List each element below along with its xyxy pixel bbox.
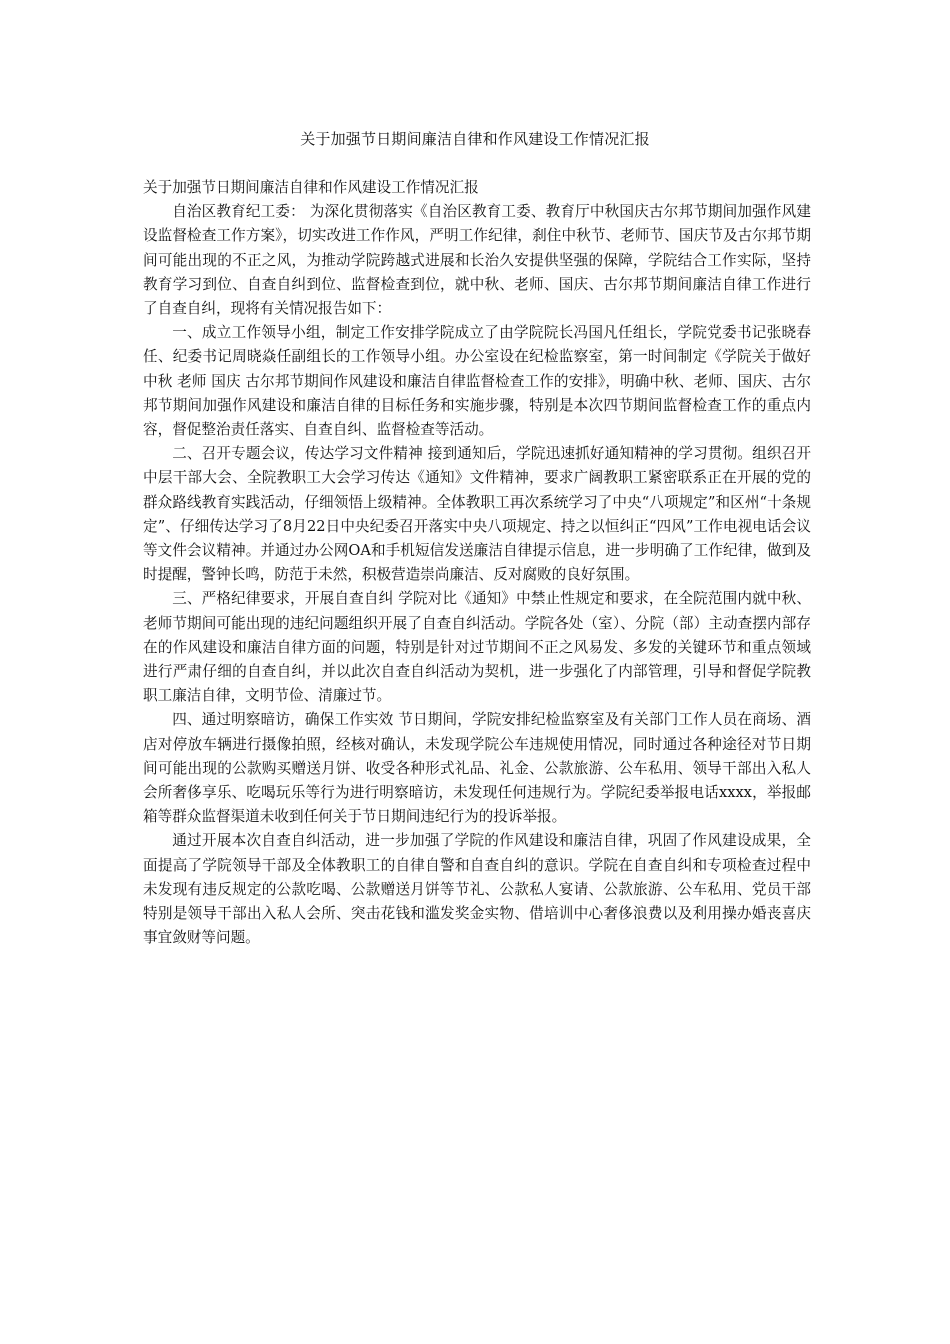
paragraph-section-3: 三、严格纪律要求，开展自查自纠 学院对比《通知》中禁止性规定和要求，在全院范围内就中秋、老师节期间可能出现的违纪问题组织开展了自查自纠活动。学院各处（室）、分院（部）主动查摆内部存在的作风建设和廉洁自律方面的问题，特别是针对过节期间不正之风易发、多发的关键环节和重点领域进行严肃仔细的自查自纠，并以此次自查自纠活动为契机，进一步强化了内部管理，引导和督促学院教职工廉洁自律，文明节俭、清廉过节。 (143, 590, 811, 705)
paragraph-section-1: 一、成立工作领导小组，制定工作安排学院成立了由学院院长冯国凡任组长，学院党委书记张晓春任、纪委书记周晓焱任副组长的工作领导小组。办公室设在纪检监察室，第一时间制定《学院关于做好中秋 老师 国庆 古尔邦节期间作风建设和廉洁自律监督检查工作的安排》，明确中秋、老师、国庆、古尔邦节期间加强作风建设和廉洁自律的目标任务和实施步骤，特别是本次四节期间监督检查工作的重点内容，督促整治责任落实、自查自纠、监督检查等活动。 (143, 324, 811, 439)
paragraph-section-2: 二、召开专题会议，传达学习文件精神 接到通知后，学院迅速抓好通知精神的学习贯彻。组织召开中层干部大会、全院教职工大会学习传达《通知》文件精神，要求广阔教职工紧密联系正在开展的党的群众路线教育实践活动，仔细领悟上级精神。全体教职工再次系统学习了中央“八项规定”和区州“十条规定”、仔细传达学习了8月22日中央纪委召开落实中央八项规定、持之以恒纠正“四风”工作电视电话会议等文件会议精神。并通过办公网OA和手机短信发送廉洁自律提示信息，进一步明确了工作纪律，做到及时提醒，警钟长鸣，防范于未然，积极营造崇尚廉洁、反对腐败的良好氛围。 (143, 445, 811, 584)
paragraph-conclusion: 通过开展本次自查自纠活动，进一步加强了学院的作风建设和廉洁自律，巩固了作风建设成果，全面提高了学院领导干部及全体教职工的自律自警和自查自纠的意识。学院在自查自纠和专项检查过程中未发现有违反规定的公款吃喝、公款赠送月饼等节礼、公款私人宴请、公款旅游、公车私用、党员干部特别是领导干部出入私人会所、突击花钱和滥发奖金实物、借培训中心奢侈浪费以及利用操办婚丧喜庆事宜敛财等问题。 (143, 832, 811, 947)
document-subtitle: 关于加强节日期间廉洁自律和作风建设工作情况汇报 (143, 179, 479, 196)
paragraph-salutation: 自治区教育纪工委： 为深化贯彻落实《自治区教育工委、教育厅中秋国庆古尔邦节期间加强作风建设监督检查工作方案》，切实改进工作作风，严明工作纪律，刹住中秋节、老师节、国庆节及古尔邦节期间可能出现的不正之风，为推动学院跨越式进展和长治久安提供坚强的保障，学院结合工作实际，坚持教育学习到位、自查自纠到位、监督检查到位，就中秋、老师、国庆、古尔邦节期间廉洁自律工作进行了自查自纠，现将有关情况报告如下： (143, 203, 811, 318)
paragraph-section-4: 四、通过明察暗访，确保工作实效 节日期间，学院安排纪检监察室及有关部门工作人员在商场、酒店对停放车辆进行摄像拍照，经核对确认，未发现学院公车违规使用情况，同时通过各种途径对节日期间可能出现的公款购买赠送月饼、收受各种形式礼品、礼金、公款旅游、公车私用、领导干部出入私人会所奢侈享乐、吃喝玩乐等行为进行明察暗访，未发现任何违规行为。学院纪委举报电话xxxx，举报邮箱等群众监督渠道未收到任何关于节日期间违纪行为的投诉举报。 (143, 711, 811, 826)
document-body (143, 176, 811, 951)
document-title: 关于加强节日期间廉洁自律和作风建设工作情况汇报 (300, 130, 650, 148)
